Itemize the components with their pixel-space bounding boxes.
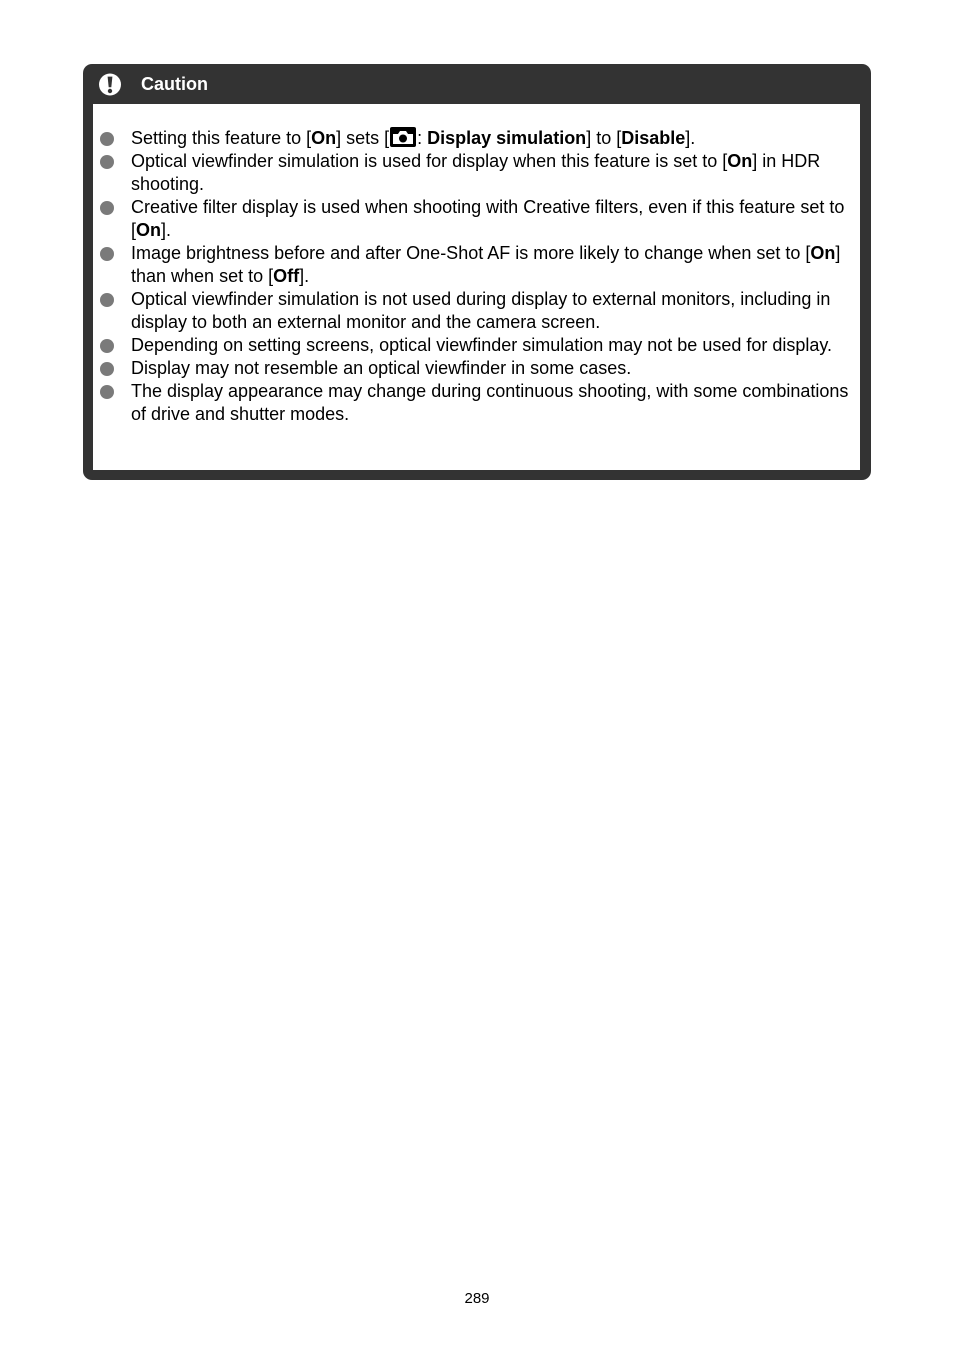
- bullet-icon: [100, 385, 114, 399]
- item-text: Optical viewfinder simulation is not used during display to external monitors, including in display to both an external monitor and the camera screen.: [131, 289, 831, 332]
- list-item: [93, 196, 860, 242]
- camera-icon: [390, 127, 416, 147]
- item-text: Optical viewfinder simulation is used for display when this feature is set to [: [131, 151, 728, 171]
- caution-title: Caution: [141, 74, 208, 94]
- list-item: [93, 150, 860, 196]
- caution-body: [93, 104, 860, 470]
- bullet-icon: [100, 339, 114, 353]
- bold-term: Disable: [621, 128, 686, 148]
- list-item: [93, 357, 860, 380]
- page-number: 289: [464, 1290, 490, 1307]
- bold-term: On: [311, 128, 337, 148]
- item-text: Setting this feature to [: [131, 128, 312, 148]
- item-text: ].: [161, 220, 172, 240]
- list-item: [93, 242, 860, 288]
- item-text: ].: [685, 128, 696, 148]
- bullet-icon: [100, 247, 114, 261]
- list-item: [93, 127, 860, 150]
- item-text: Image brightness before and after One-Shot AF is more likely to change when set to [: [131, 243, 811, 263]
- list-item: [93, 334, 860, 357]
- caution-list: [93, 127, 860, 426]
- bullet-icon: [100, 362, 114, 376]
- item-text: The display appearance may change during continuous shooting, with some combinations of drive and shutter modes.: [131, 381, 849, 424]
- item-text: ] to [: [586, 128, 622, 148]
- bold-term: On: [136, 220, 162, 240]
- item-text: Display may not resemble an optical viewfinder in some cases.: [131, 358, 632, 378]
- item-text: :: [417, 128, 428, 148]
- bullet-icon: [100, 132, 114, 146]
- caution-header: [83, 64, 871, 104]
- bold-term: Off: [273, 266, 300, 286]
- item-text: ] than when set to [: [131, 243, 841, 286]
- item-text: Creative filter display is used when shooting with Creative filters, even if this feature set to [: [131, 197, 845, 240]
- bold-term: On: [810, 243, 836, 263]
- bullet-icon: [100, 201, 114, 215]
- list-item: [93, 288, 860, 334]
- item-text: ].: [299, 266, 310, 286]
- list-item: [93, 380, 860, 426]
- item-text: Depending on setting screens, optical viewfinder simulation may not be used for display.: [131, 335, 833, 355]
- bold-term: On: [727, 151, 753, 171]
- exclamation-icon: [99, 73, 121, 96]
- bold-term: Display simulation: [427, 128, 587, 148]
- bullet-icon: [100, 155, 114, 169]
- caution-box: [83, 64, 871, 480]
- item-text: ] in HDR shooting.: [131, 151, 821, 194]
- bullet-icon: [100, 293, 114, 307]
- item-text: ] sets [: [336, 128, 390, 148]
